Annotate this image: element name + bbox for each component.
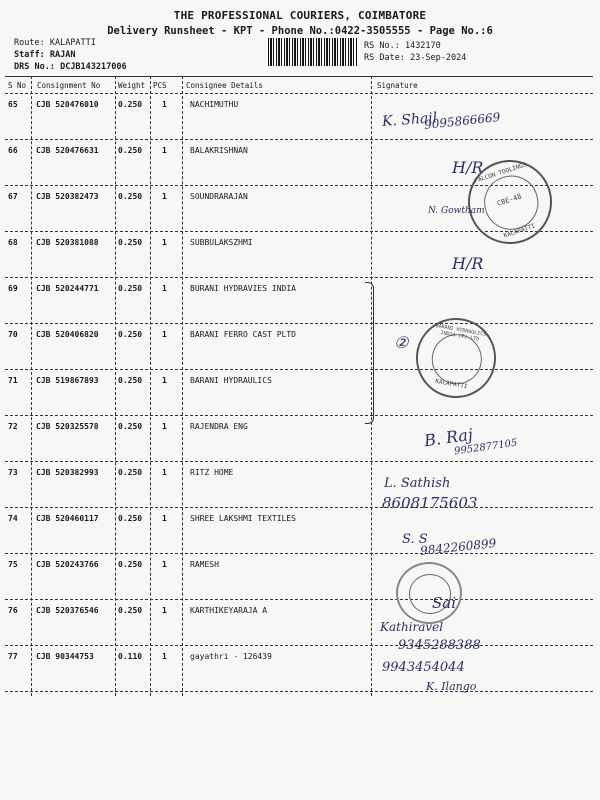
row-divider <box>5 599 593 600</box>
handwritten-signature: L. Sathish <box>384 476 451 491</box>
cell-consignment: CJB 520376546 <box>36 606 99 615</box>
cell-consignee: BURANI HYDRAVIES INDIA <box>190 284 296 293</box>
header-weight: Weight <box>118 81 146 90</box>
header-consignment: Consignment No <box>37 81 101 90</box>
cell-sno: 73 <box>8 468 18 477</box>
cell-consignee: BARANI HYDRAULICS <box>190 376 272 385</box>
cell-consignee: SUBBULAKSZHMI <box>190 238 253 247</box>
handwritten-signature: Kathiravel <box>380 620 444 634</box>
cell-weight: 0.110 <box>118 652 143 661</box>
cell-weight: 0.250 <box>118 422 143 431</box>
rs-no-value: 1432170 <box>404 41 441 51</box>
cell-pcs: 1 <box>162 652 167 661</box>
cell-sno: 75 <box>8 560 18 569</box>
barcode <box>268 38 358 66</box>
cell-weight: 0.250 <box>118 330 143 339</box>
cell-consignment: CJB 520476631 <box>36 146 99 155</box>
row-divider <box>5 277 593 278</box>
route-value: KALAPATTI <box>49 38 96 48</box>
cell-pcs: 1 <box>162 284 167 293</box>
cell-sno: 72 <box>8 422 18 431</box>
handwritten-signature: K. Shail <box>381 110 438 130</box>
staff-line <box>14 50 75 60</box>
cell-consignee: SHREE LAKSHMI TEXTILES <box>190 514 296 523</box>
handwritten-signature: Sai <box>432 594 457 612</box>
column-divider <box>115 76 116 696</box>
header-pcs: PCS <box>153 81 167 90</box>
cell-pcs: 1 <box>162 606 167 615</box>
grouping-bracket <box>365 282 374 424</box>
cell-sno: 69 <box>8 284 18 293</box>
cell-consignment: CJB 519867893 <box>36 376 99 385</box>
cell-consignee: RAMESH <box>190 560 219 569</box>
cell-consignee: BARANI FERRO CAST PLTD <box>190 330 296 339</box>
cell-weight: 0.250 <box>118 100 143 109</box>
row-divider <box>5 369 593 370</box>
handwritten-mark: ② <box>394 333 409 352</box>
cell-weight: 0.250 <box>118 606 143 615</box>
handwritten-phone: 9952877105 <box>453 437 519 458</box>
cell-weight: 0.250 <box>118 560 143 569</box>
cell-pcs: 1 <box>162 514 167 523</box>
handwritten-phone: 9943454044 <box>382 660 465 675</box>
stamp-place: KALAPATTI <box>434 377 469 391</box>
cell-weight: 0.250 <box>118 376 143 385</box>
handwritten-phone: 9095866669 <box>423 110 501 132</box>
handwritten-signature: S. S <box>402 532 428 547</box>
handwritten-note: H/R <box>452 158 484 177</box>
cell-sno: 70 <box>8 330 18 339</box>
cell-consignee: RITZ HOME <box>190 468 234 477</box>
handwritten-phone: 9842260899 <box>419 536 497 558</box>
route-line <box>14 38 96 48</box>
cell-sno: 76 <box>8 606 18 615</box>
row-divider <box>5 507 593 508</box>
cell-sno: 65 <box>8 100 18 109</box>
handwritten-signature: B. Raj <box>422 424 474 451</box>
column-divider <box>182 76 183 696</box>
drs-label: DRS No.: <box>14 62 55 72</box>
cell-consignment: CJB 520244771 <box>36 284 99 293</box>
page-subtitle: Delivery Runsheet - KPT - Phone No.:0422-3505555 - Page No.:6 <box>107 25 493 37</box>
cell-consignee: RAJENDRA ENG <box>190 422 248 431</box>
cell-consignee: BALAKRISHNAN <box>190 146 248 155</box>
staff-label: Staff: <box>14 50 45 60</box>
cell-consignment: CJB 520460117 <box>36 514 99 523</box>
header-signature: Signature <box>377 81 418 90</box>
cell-consignment: CJB 520476010 <box>36 100 99 109</box>
handwritten-phone: 9345288388 <box>398 638 481 653</box>
cell-weight: 0.250 <box>118 514 143 523</box>
table-top-rule <box>5 76 593 77</box>
rs-date-line <box>364 53 466 63</box>
faded-stamp <box>396 562 462 624</box>
column-divider <box>31 76 32 696</box>
rs-no-label: RS No.: <box>364 41 400 51</box>
row-divider <box>5 93 593 94</box>
handwritten-signature: K. Ilango <box>426 680 477 693</box>
cell-consignment: CJB 520325578 <box>36 422 99 431</box>
cell-consignee: gayathri - 126439 <box>190 652 272 661</box>
stamp-place: KALAPATTI <box>502 222 536 240</box>
row-divider <box>5 553 593 554</box>
cell-pcs: 1 <box>162 376 167 385</box>
route-label: Route: <box>14 38 45 48</box>
stamp-code: CBE-48 <box>496 192 523 208</box>
row-divider <box>5 691 593 692</box>
cell-weight: 0.250 <box>118 146 143 155</box>
cell-pcs: 1 <box>162 146 167 155</box>
cell-sno: 67 <box>8 192 18 201</box>
cell-sno: 74 <box>8 514 18 523</box>
header-sno: S No <box>8 81 27 90</box>
stamp-text: BARANI HYDRAULICS INDIA (P) LTD <box>435 323 487 343</box>
cell-weight: 0.250 <box>118 192 143 201</box>
cell-pcs: 1 <box>162 468 167 477</box>
cell-consignment: CJB 520382473 <box>36 192 99 201</box>
cell-sno: 71 <box>8 376 18 385</box>
drs-value: DCJB143217006 <box>60 62 127 72</box>
cell-weight: 0.250 <box>118 238 143 247</box>
row-divider <box>5 461 593 462</box>
drs-line <box>14 62 127 72</box>
cell-weight: 0.250 <box>118 468 143 477</box>
cell-pcs: 1 <box>162 238 167 247</box>
column-divider <box>150 76 151 696</box>
cell-pcs: 1 <box>162 560 167 569</box>
cell-sno: 68 <box>8 238 18 247</box>
row-divider <box>5 323 593 324</box>
page-title: THE PROFESSIONAL COURIERS, COIMBATORE <box>173 9 427 22</box>
cell-consignee: KARTHIKEYARAJA A <box>190 606 268 615</box>
header-consignee: Consignee Details <box>186 81 263 90</box>
cell-pcs: 1 <box>162 100 167 109</box>
cell-consignee: NACHIMUTHU <box>190 100 239 109</box>
cell-pcs: 1 <box>162 422 167 431</box>
rs-date-label: RS Date: <box>364 53 405 63</box>
handwritten-signature: N. Gowtham <box>428 206 485 216</box>
row-divider <box>5 139 593 140</box>
staff-value: RAJAN <box>49 50 76 60</box>
cell-consignment: CJB 520381088 <box>36 238 99 247</box>
cell-consignment: CJB 90344753 <box>36 652 94 661</box>
cell-pcs: 1 <box>162 330 167 339</box>
rs-no-line <box>364 41 441 51</box>
cell-sno: 77 <box>8 652 18 661</box>
stamp-text: FALCON TOOLINGS <box>473 161 528 185</box>
handwritten-note: H/R <box>452 254 484 273</box>
row-divider <box>5 415 593 416</box>
rs-date-value: 23-Sep-2024 <box>410 53 467 63</box>
cell-pcs: 1 <box>162 192 167 201</box>
row-divider <box>5 645 593 646</box>
cell-consignee: SOUNDRARAJAN <box>190 192 248 201</box>
cell-sno: 66 <box>8 146 18 155</box>
cell-weight: 0.250 <box>118 284 143 293</box>
cell-consignment: CJB 520406820 <box>36 330 99 339</box>
cell-consignment: CJB 520382993 <box>36 468 99 477</box>
handwritten-phone: 8608175603 <box>382 494 478 512</box>
cell-consignment: CJB 520243766 <box>36 560 99 569</box>
